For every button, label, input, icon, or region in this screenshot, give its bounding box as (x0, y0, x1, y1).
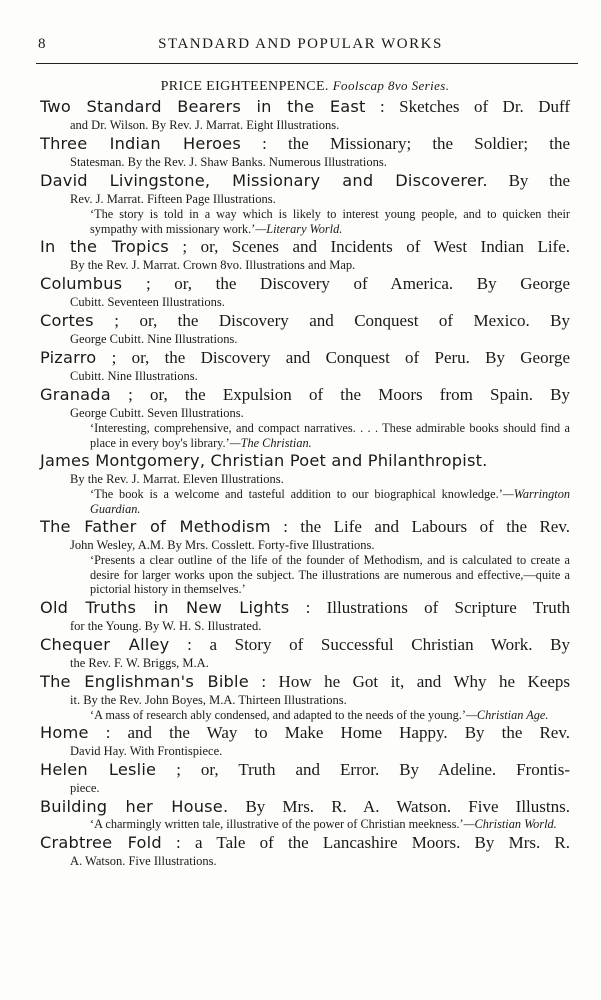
entry-detail: David Hay. With Frontispiece. (70, 744, 223, 758)
entry-detail: By the Rev. J. Marrat. Crown 8vo. Illustrations and Map. (70, 258, 356, 272)
catalogue-entry (40, 450, 570, 516)
series-heading (40, 76, 570, 96)
entry-title: Building her House. (40, 797, 229, 816)
catalogue-entry (40, 236, 570, 273)
entry-subtitle: : a Tale of the Lancashire Moors. By Mrs. R. (176, 832, 571, 852)
running-head: STANDARD AND POPULAR WORKS (158, 36, 443, 52)
entry-title-line (40, 347, 570, 368)
entry-title-line (40, 597, 570, 618)
entry-subtitle: : Sketches of Dr. Duff (379, 97, 570, 116)
entry-review (40, 817, 570, 832)
entry-subtitle: : the Missionary; the Soldier; the (262, 134, 570, 153)
entry-title-line (40, 759, 570, 780)
entry-title: The Englishman's Bible (40, 671, 249, 691)
entry-detail: Cubitt. Nine Illustrations. (70, 369, 198, 383)
entry-title-line (40, 516, 570, 537)
entry-subtitle: : How he Got it, and Why he Keeps (261, 671, 570, 691)
entry-title-line (40, 384, 570, 405)
entry-detail: A. Watson. Five Illustrations. (70, 853, 217, 868)
review-quote: ‘Interesting, comprehensive, and compact narratives. . . . These admirable books should find a place in every boy's library.’ (90, 421, 570, 450)
entry-subtitle: ; or, the Expulsion of the Moors from Spain. By (128, 385, 571, 404)
review-quote: ‘The story is told in a way which is likely to interest young people, and to quicken their sympathy with missionary work.’ (90, 207, 570, 236)
entry-title-line (40, 310, 570, 331)
catalogue-entry (40, 597, 570, 634)
entry-title: David Livingstone, Missionary and Discoverer. (40, 171, 488, 190)
entry-title: Three Indian Heroes (40, 134, 241, 153)
entry-subtitle: ; or, the Discovery of America. By George (145, 274, 570, 293)
entry-title-line (40, 796, 570, 817)
catalogue-entry (40, 759, 570, 796)
entry-subtitle: By the (508, 171, 571, 190)
entry-title: James Montgomery, Christian Poet and Philanthropist. (40, 451, 488, 470)
entry-detail: Cubitt. Seventeen Illustrations. (70, 295, 225, 309)
review-quote: ‘The book is a welcome and tasteful addition to our biographical knowledge.’ (90, 487, 503, 501)
entry-title: Granada (40, 385, 111, 404)
entry-review (40, 207, 570, 236)
entry-detail: the Rev. F. W. Briggs, M.A. (70, 655, 209, 670)
entry-title-line (40, 170, 570, 191)
entry-subtitle: : and the Way to Make Home Happy. By the Rev. (105, 723, 570, 742)
entry-subtitle: ; or, Scenes and Incidents of West Indian Life. (182, 237, 571, 256)
entry-subtitle: ; or, Truth and Error. By Adeline. Frontis- (176, 760, 570, 779)
entry-title-line (40, 634, 570, 655)
catalogue-entry (40, 310, 570, 347)
entry-title-line (40, 236, 570, 257)
entry-title: Two Standard Bearers in the East (40, 97, 366, 116)
entry-title: Crabtree Fold (40, 832, 162, 852)
entry-detail: and Dr. Wilson. By Rev. J. Marrat. Eight Illustrations. (70, 118, 340, 132)
entry-title: Cortes (40, 311, 94, 330)
entry-review (40, 553, 570, 597)
entry-title-line (40, 450, 570, 471)
entry-review (40, 487, 570, 516)
review-source: —The Christian. (229, 435, 312, 450)
entry-subtitle: By Mrs. R. A. Watson. Five Illustns. (245, 797, 570, 816)
entry-title: Old Truths in New Lights (40, 597, 290, 617)
entry-subtitle: : Illustrations of Scripture Truth (305, 597, 570, 617)
review-source: —Christian Age. (465, 707, 549, 722)
catalogue-entry (40, 634, 570, 671)
series-format: Foolscap 8vo Series. (332, 78, 450, 93)
catalogue-entry (40, 516, 570, 597)
entry-detail: Rev. J. Marrat. Fifteen Page Illustrations. (70, 192, 276, 206)
entry-detail: Statesman. By the Rev. J. Shaw Banks. Numerous Illustrations. (70, 155, 387, 169)
entry-review (40, 708, 570, 723)
entry-title-line (40, 722, 570, 743)
review-quote: ‘Presents a clear outline of the life of the founder of Methodism, and is calculated to create a desire for larger works upon the subject. The illustrations are numerous and effective,—quite a pictorial history in themselves.’ (90, 553, 570, 596)
catalogue-entry (40, 722, 570, 759)
entries (40, 96, 570, 869)
review-quote: ‘A mass of research ably condensed, and adapted to the needs of the young.’ (90, 707, 466, 722)
catalogue-entry (40, 170, 570, 236)
entry-title-line (40, 96, 570, 117)
review-quote: ‘A charmingly written tale, illustrative of the power of Christian meekness.’ (90, 817, 464, 831)
catalogue-list (40, 76, 570, 869)
entry-title-line (40, 671, 570, 692)
entry-subtitle: : a Story of Successful Christian Work. By (187, 634, 571, 654)
entry-detail: John Wesley, A.M. By Mrs. Cosslett. Forty-five Illustrations. (70, 538, 375, 552)
entry-title: Helen Leslie (40, 760, 157, 779)
catalogue-entry (40, 96, 570, 133)
entry-detail: By the Rev. J. Marrat. Eleven Illustrations. (70, 472, 284, 486)
entry-subtitle: : the Life and Labours of the Rev. (283, 517, 570, 536)
catalogue-entry (40, 273, 570, 310)
catalogue-entry (40, 347, 570, 384)
catalogue-entry (40, 796, 570, 832)
review-source: —Christian World. (463, 817, 557, 831)
page-number: 8 (38, 36, 46, 52)
entry-detail: for the Young. By W. H. S. Illustrated. (70, 618, 262, 633)
entry-title: Home (40, 723, 89, 742)
entry-title-line (40, 832, 570, 853)
entry-title: Chequer Alley (40, 634, 170, 654)
entry-title: The Father of Methodism (40, 517, 271, 536)
entry-title: Columbus (40, 274, 123, 293)
entry-detail: George Cubitt. Seven Illustrations. (70, 406, 244, 420)
catalogue-entry (40, 133, 570, 170)
review-source: —Literary World. (255, 221, 343, 236)
catalogue-entry (40, 832, 570, 869)
series-price: PRICE EIGHTEENPENCE. (160, 79, 329, 94)
entry-review (40, 421, 570, 450)
catalogue-entry (40, 671, 570, 723)
entry-title: In the Tropics (40, 237, 169, 256)
entry-subtitle: ; or, the Discovery and Conquest of Peru. By George (111, 348, 571, 367)
entry-title-line (40, 133, 570, 154)
entry-detail: it. By the Rev. John Boyes, M.A. Thirteen Illustrations. (70, 692, 347, 707)
entry-detail: piece. (70, 781, 100, 795)
catalogue-entry (40, 384, 570, 450)
entry-title-line (40, 273, 570, 294)
header-rule (36, 63, 578, 64)
entry-detail: George Cubitt. Nine Illustrations. (70, 332, 238, 346)
review-source: —Warrington Guardian. (90, 487, 570, 516)
entry-subtitle: ; or, the Discovery and Conquest of Mexico. By (114, 311, 570, 330)
entry-title: Pizarro (40, 348, 97, 367)
